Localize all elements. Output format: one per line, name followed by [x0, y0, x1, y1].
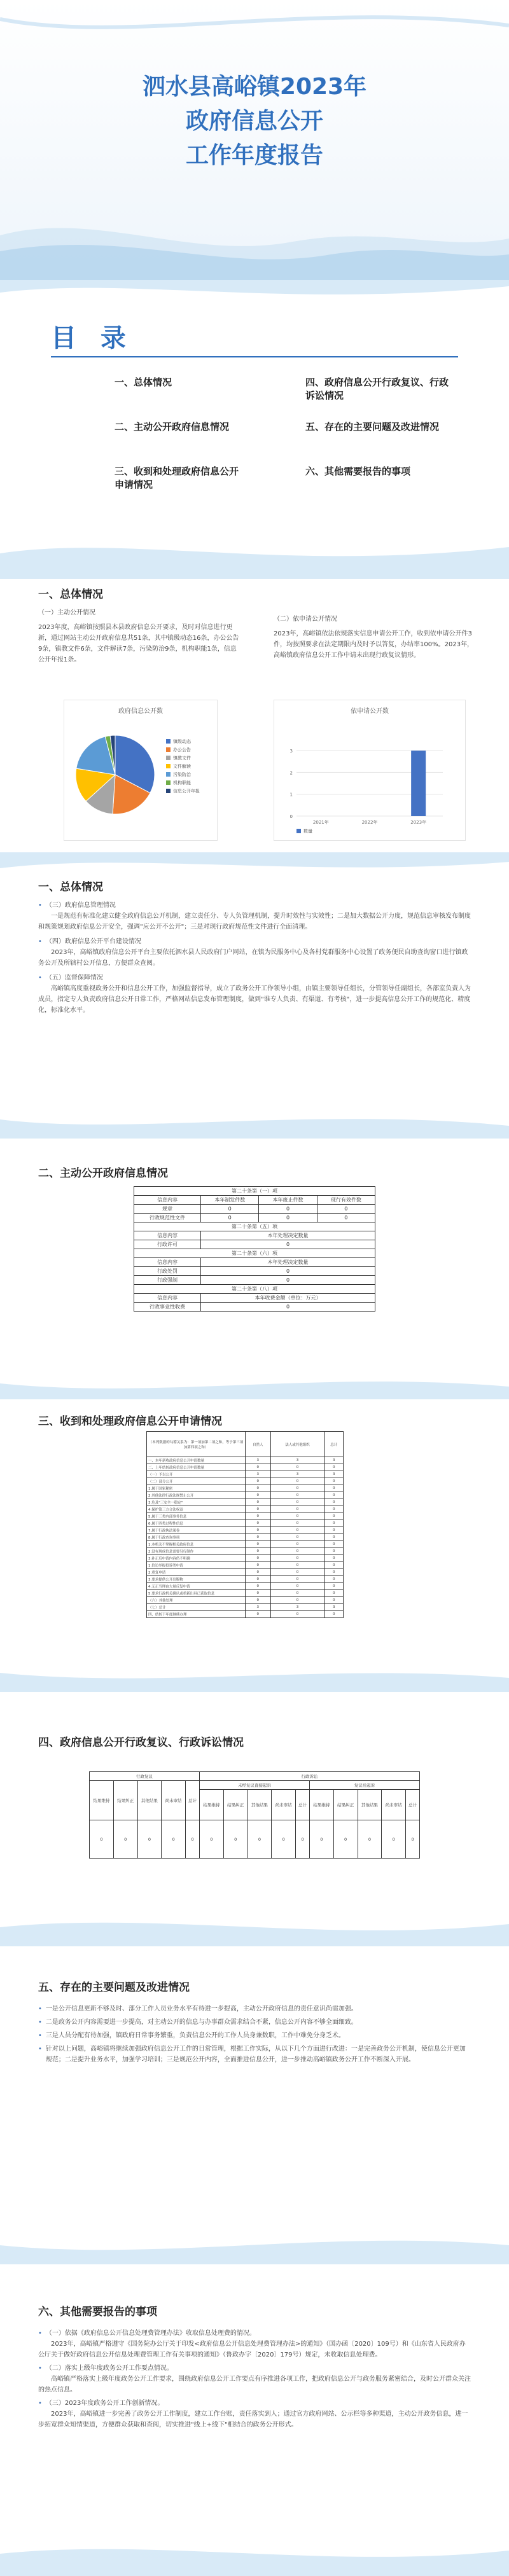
table-cell: 0: [382, 1820, 406, 1859]
table-cell: 0: [324, 1576, 343, 1583]
table-row-label: 3.危及"三安全一稳定": [147, 1499, 246, 1506]
table-row-label: 四、结转下年度继续办理: [147, 1611, 246, 1618]
application-table: [146, 1431, 344, 1618]
pie-chart-title: 政府信息公开数: [118, 708, 163, 715]
table-col-header: 其他结果: [248, 1790, 272, 1820]
section6-body: [38, 2328, 471, 2430]
table-cell: 0: [246, 1513, 271, 1520]
table-row: [147, 1555, 344, 1562]
table-row: [147, 1457, 344, 1464]
table-cell: 0: [259, 1205, 317, 1214]
table-cell: 0: [324, 1499, 343, 1506]
table-cell: 0: [272, 1820, 296, 1859]
table-row-label: 一、本年新收政府信息公开申请数量: [147, 1457, 246, 1464]
table-cell: 3: [270, 1471, 324, 1478]
table-col-header: 结果维持: [90, 1781, 114, 1820]
legend-swatch: [166, 764, 171, 768]
list-item-text: （二）落实上级年度政务公开工作要点情况。: [45, 2365, 173, 2372]
list-item: [38, 2017, 471, 2028]
table-row-label: 1.本机关不掌握相关政府信息: [147, 1541, 246, 1548]
table-cell: 0: [246, 1597, 271, 1604]
list-item-text: 针对以上问题，高峪镇将继续加强政府信息公开工作的日常管理，根据工作实际，从以下几个方面进行改进：一是完善政务公开机制，使信息公开更加规范；二是提升业务水平，加强学习培训；三是规范公开内容，全面推进信息公开，进一步推动高峪镇政务公开工作不断深入开展。: [45, 2046, 466, 2063]
table-header-legal: 法人或其他组织: [270, 1432, 324, 1457]
x-tick-label: 2023年: [410, 820, 427, 825]
table-cell: 0: [270, 1534, 324, 1541]
table-cell: 0: [270, 1513, 324, 1520]
section1b: [0, 852, 509, 1139]
active-disclosure-table: [134, 1186, 375, 1312]
table-col-header: 结果维持: [309, 1790, 333, 1820]
table-cell: 0: [270, 1520, 324, 1527]
table-row-label: 1.属于国家秘密: [147, 1485, 246, 1492]
table-header-left: （本列数据的勾稽关系为：第一项加第二项之和，等于第三项加第四项之和）: [147, 1432, 246, 1457]
table-cell: 0: [270, 1485, 324, 1492]
table-cell: 0: [201, 1214, 259, 1222]
table-cell: 0: [246, 1583, 271, 1590]
table-cell: 规章: [134, 1205, 201, 1214]
section3-heading: 三、收到和处理政府信息公开申请情况: [38, 1415, 222, 1428]
table-row-label: （二）部分公开: [147, 1478, 246, 1485]
table-row-label: 2.没有现成信息需要另行制作: [147, 1548, 246, 1555]
table-col-header: 总计: [406, 1790, 420, 1820]
table-row-label: 6.属于四类过程性信息: [147, 1520, 246, 1527]
cover-title-line1: 泗水县高峪镇2023年: [142, 74, 367, 100]
table-row-label: 3.补正后申请内容仍不明确: [147, 1555, 246, 1562]
section5-heading: 五、存在的主要问题及改进情况: [38, 1981, 190, 1994]
table-cell: 行政规范性文件: [134, 1214, 201, 1222]
section1b-heading: 一、总体情况: [38, 881, 103, 894]
bar-chart-title: 依申请公开数: [351, 708, 389, 715]
table-cell: 0: [270, 1562, 324, 1569]
table-row: [147, 1513, 344, 1520]
table-col-header: 信息内容: [134, 1258, 201, 1267]
item-text: 2023年，高峪镇政府信息公开平台主要依托泗水县人民政府门户网站，在镇为民服务中心及各村党群服务中心设置了政务便民自助查询窗口进行镇政务公开及所辖村公开信息，方便群众查阅。: [38, 949, 468, 967]
table-col-header: 结果纠正: [333, 1790, 358, 1820]
table-row-label: 2.重复申请: [147, 1569, 246, 1576]
table-col-header: 信息内容: [134, 1196, 201, 1205]
y-tick-label: 2: [289, 770, 293, 776]
table-cell: 0: [246, 1520, 271, 1527]
table-group-litigation: 行政诉讼: [199, 1772, 419, 1781]
table-cell: 0: [246, 1541, 271, 1548]
table-col-header: 其他结果: [358, 1790, 382, 1820]
table-cell: 0: [259, 1214, 317, 1222]
table-cell: 0: [246, 1478, 271, 1485]
table-cell: 0: [248, 1820, 272, 1859]
item-sub: （四）政府信息公开平台建设情况: [45, 938, 141, 945]
item-sub: （五）监督保障情况: [45, 974, 103, 981]
table-cell: 0: [324, 1534, 343, 1541]
item-block: [38, 900, 471, 932]
table-cell: 0: [246, 1576, 271, 1583]
table-row: [147, 1541, 344, 1548]
table-cell: 0: [246, 1485, 271, 1492]
list-item-text: 一是公开信息更新不够及时、部分工作人员业务水平有待进一步提高，主动公开政府信息的责任意识尚需加强。: [45, 2005, 358, 2012]
table-cell: 0: [270, 1611, 324, 1618]
bullet-dot: •: [38, 2005, 42, 2012]
table-cell: 0: [333, 1820, 358, 1859]
table-cell: 0: [246, 1534, 271, 1541]
table-row: [147, 1492, 344, 1499]
table-row-label: （一）予以公开: [147, 1471, 246, 1478]
section1-left-sub: （一）主动公开情况: [38, 609, 95, 616]
bar-chart-box: [274, 700, 466, 841]
table-row-label: （七）总计: [147, 1604, 246, 1611]
cover: [0, 0, 509, 280]
table-cell: 0: [186, 1820, 200, 1859]
table-cell: 0: [201, 1240, 375, 1249]
section6-heading: 六、其他需要报告的事项: [38, 2306, 157, 2318]
section2-wave-bottom: [0, 1368, 509, 1399]
legend-label: 数量: [303, 829, 312, 834]
table-cell: 3: [270, 1604, 324, 1611]
list-item: [38, 2328, 471, 2339]
table-col-header: 总计: [186, 1781, 200, 1820]
table-cell: 0: [324, 1464, 343, 1471]
list-item: [38, 2363, 471, 2374]
table-cell: 0: [324, 1492, 343, 1499]
table-cell: 0: [324, 1597, 343, 1604]
table-cell: 0: [270, 1597, 324, 1604]
item-text: 一是规范有标准化建立健全政府信息公开机制，建立责任分、专人负管理机制，提升时效性与实效性；二是加大数据公开力度，规范信息审核发布制度和规策规划政府信息公开安全，强调"应公开不公开"；三是对现行政府规范性文件进行全面清理。: [38, 913, 471, 931]
bullet-dot: •: [38, 902, 42, 909]
table-row: [147, 1534, 344, 1541]
toc-underline: [51, 356, 458, 357]
table-col-header: 本年收费金额（单位：万元）: [201, 1294, 375, 1303]
bullet-dot: •: [38, 2330, 42, 2337]
table-cell: 0: [358, 1820, 382, 1859]
table-cell: 0: [270, 1590, 324, 1597]
section1-right-sub: （二）依申请公开情况: [274, 616, 337, 623]
bullet-dot: •: [38, 2400, 42, 2407]
cover-title: [0, 70, 509, 173]
bar: [411, 751, 426, 816]
table-col-header: 结果维持: [199, 1790, 223, 1820]
legend-swatch: [166, 772, 171, 777]
section5: [0, 1946, 509, 2264]
paragraph: 2023年，高峪镇严格遵守《国务院办公厅关于印发<政府信息公开信息处理费管理办法>的通知》（国办函〔2020〕109号）和《山东省人民政府办公厅关于做好政府信息公开信息处理费管理工作有关事项的通知》（鲁政办字〔2020〕179号）规定，未收取信息处理费。: [38, 2341, 466, 2358]
table-row-label: 1.信访举报投诉类申请: [147, 1562, 246, 1569]
table-cell: 0: [246, 1499, 271, 1506]
table-cell: 0: [246, 1611, 271, 1618]
table-cell: 0: [246, 1569, 271, 1576]
toc-section: [0, 280, 509, 579]
toc-item-5[interactable]: 五、存在的主要问题及改进情况: [305, 421, 440, 433]
section3-wave-bottom: [0, 1660, 509, 1692]
x-tick-label: 2021年: [312, 820, 329, 825]
legend-label: 镇级动态: [173, 739, 191, 744]
table-cell: 0: [201, 1303, 375, 1312]
table-cell: 0: [246, 1548, 271, 1555]
table-cell: 0: [270, 1583, 324, 1590]
section2-heading: 二、主动公开政府信息情况: [38, 1167, 168, 1180]
table-cell: 0: [309, 1820, 333, 1859]
paragraph: 2023年，高峪镇进一步完善了政务公开工作制度，建立工作台账，责任落实到人；通过官方政府网站、公示栏等多种渠道，主动公开政务信息，进一步拓宽群众知情渠道，方便群众获取和查阅，切实推进"线上+线下"相结合的政务公开形式。: [38, 2411, 468, 2428]
section6-wave-bottom: [0, 2531, 509, 2576]
table-row: [147, 1604, 344, 1611]
table-row-label: 8.属于行政查询事项: [147, 1534, 246, 1541]
table-row-label: 4.无正当理由大量反复申请: [147, 1583, 246, 1590]
cover-title-line3: 工作年度报告: [185, 142, 323, 169]
table-cell: 3: [324, 1457, 343, 1464]
bullet-dot: •: [38, 2032, 42, 2039]
table-cell: 0: [324, 1555, 343, 1562]
table-row-label: 3.要求提供公开出版物: [147, 1576, 246, 1583]
toc-item-2[interactable]: 二、主动公开政府信息情况: [115, 421, 230, 433]
table-cell: 0: [324, 1506, 343, 1513]
table-cell: 0: [270, 1527, 324, 1534]
legend-swatch: [166, 747, 171, 752]
table-cell: 0: [246, 1506, 271, 1513]
table-col-header: 信息内容: [134, 1231, 201, 1240]
table-cell: 0: [324, 1541, 343, 1548]
y-tick-label: 0: [289, 814, 293, 819]
table-cell: 0: [246, 1555, 271, 1562]
section1-heading: 一、总体情况: [38, 588, 103, 601]
table-cell: 0: [90, 1820, 114, 1859]
bullet-dot: •: [38, 2019, 42, 2026]
bar-chart: [274, 714, 465, 841]
legend-label: 办公公告: [173, 747, 191, 752]
table-cell: 0: [324, 1562, 343, 1569]
section1b-wave-top: [0, 852, 509, 878]
table-cell: 0: [270, 1499, 324, 1506]
table-cell: 0: [317, 1205, 375, 1214]
table-col-header: 尚未审结: [382, 1790, 406, 1820]
table-row-label: 二、上年结转政府信息公开申请数量: [147, 1464, 246, 1471]
bullet-dot: •: [38, 2365, 42, 2372]
table-col-header: 总计: [296, 1790, 310, 1820]
legend-swatch: [166, 789, 171, 793]
table-cell: 0: [270, 1492, 324, 1499]
pie-chart: [64, 714, 217, 841]
table-row: [147, 1576, 344, 1583]
table-cell: 0: [324, 1548, 343, 1555]
table-col-header: 结果纠正: [223, 1790, 248, 1820]
item-block: [38, 973, 471, 1016]
table-col-header: 尚未审结: [272, 1790, 296, 1820]
bullet-dot: •: [38, 938, 42, 945]
table-cell: 0: [270, 1569, 324, 1576]
table-cell: 行政处罚: [134, 1267, 201, 1276]
table-cell: 3: [246, 1471, 271, 1478]
section5-wave-bottom: [0, 2226, 509, 2264]
table-cell: 行政强制: [134, 1276, 201, 1285]
section4-wave-bottom: [0, 1908, 509, 1946]
table-row: [147, 1583, 344, 1590]
table-row-label: （六）其他处理: [147, 1597, 246, 1604]
section4: [0, 1692, 509, 1946]
legend-label: 文件解读: [173, 764, 191, 769]
table-row: [147, 1520, 344, 1527]
toc-heading: 目 录: [51, 323, 134, 353]
table-cell: 0: [201, 1276, 375, 1285]
table-col-header: 结果纠正: [113, 1781, 137, 1820]
review-litigation-table: [89, 1771, 420, 1859]
table-cell: 3: [324, 1471, 343, 1478]
legend-swatch: [166, 780, 171, 785]
table-row: [147, 1548, 344, 1555]
section1-right-text: 2023年，高峪镇依法依规落实信息申请公开工作，收到依申请公开件3件，均按照要求在法定期限内及时予以答复，办结率100%。2023年，高峪镇政府信息公开工作中请未出现行政复议情形。: [274, 630, 474, 659]
table-header-total: 总计: [324, 1432, 343, 1457]
table-cell: 0: [201, 1205, 259, 1214]
legend-label: 信息公开年报: [173, 789, 200, 794]
item-sub: （三）政府信息管理情况: [45, 902, 116, 909]
table-cell: 0: [270, 1464, 324, 1471]
table-row-label: 5.属于三类内部事务信息: [147, 1513, 246, 1520]
paragraph: 高峪镇严格落实上级年度政务公开工作要求，围绕政府信息公开工作要点有序推进各项工作，把政府信息公开与政务服务紧密结合，及时公开群众关注的热点信息。: [38, 2376, 471, 2393]
table-cell: 0: [406, 1820, 420, 1859]
table-cell: 3: [246, 1457, 271, 1464]
list-item: [38, 2044, 471, 2065]
section3: [0, 1399, 509, 1692]
list-item-text: （三）2023年度政务公开工作创新情况。: [45, 2400, 164, 2407]
table-cell: 3: [324, 1604, 343, 1611]
table-row: [147, 1471, 344, 1478]
list-item-text: 二是政务公开内容需要进一步提高，对主动公开的信息与办事群众需求结合不紧，信息公开内容不够全面细致。: [45, 2019, 358, 2026]
legend-label: 机构职能: [173, 780, 191, 786]
list-item-text: 三是人员分配有待加强，镇政府日常事务繁重，负责信息公开的工作人员身兼数职，工作中难免分身乏术。: [45, 2032, 345, 2039]
toc-item-1[interactable]: 一、总体情况: [115, 377, 172, 388]
table-cell: 0: [246, 1527, 271, 1534]
bullet-dot: •: [38, 974, 42, 981]
table-cell: 0: [246, 1464, 271, 1471]
table-col-header: 本年废止件数: [259, 1196, 317, 1205]
table-cell: 0: [246, 1590, 271, 1597]
table-cell: 0: [270, 1478, 324, 1485]
table-cell: 0: [199, 1820, 223, 1859]
table-row-label: 7.属于行政执法案卷: [147, 1527, 246, 1534]
table-row: [147, 1590, 344, 1597]
section6: [0, 2264, 509, 2576]
table-row: [147, 1464, 344, 1471]
table-row-label: 5.要求行政机关确认或重新出具已获取信息: [147, 1590, 246, 1597]
table-row: [147, 1569, 344, 1576]
table-group-review: 行政复议: [90, 1772, 200, 1781]
table-col-header: 本年制发件数: [201, 1196, 259, 1205]
table-group-after: 复议后起诉: [309, 1781, 419, 1790]
table-cell: 0: [162, 1820, 186, 1859]
item-text: 高峪镇高度重视政务公开和信息公开工作，加强监督指导，成立了政务公开工作领导小组，由镇主要领导任组长，分管领导任副组长，各部室负责人为成员，指定专人负责政府信息公开日常工作，严格网站信息发布管理制度，做到"谁专人负责、有渠道、有考核"，进一步提高信息公开工作的规范化、精度化，标准化水平。: [38, 985, 471, 1014]
cover-title-line2: 政府信息公开: [185, 108, 323, 134]
table-row: [147, 1478, 344, 1485]
table-col-header: 现行有效件数: [317, 1196, 375, 1205]
table-cell: 0: [113, 1820, 137, 1859]
table-row: [147, 1485, 344, 1492]
toc-item-3[interactable]: 三、收到和处理政府信息公开申请情况: [115, 466, 239, 490]
table-col-header: 信息内容: [134, 1294, 201, 1303]
table-header-natural: 自然人: [246, 1432, 271, 1457]
table-cell: 0: [270, 1541, 324, 1548]
table-row-label: 2.其他法律行政法规禁止公开: [147, 1492, 246, 1499]
table-group-direct: 未经复议直接起诉: [199, 1781, 309, 1790]
table-cell: 0: [296, 1820, 310, 1859]
table-cell: 0: [324, 1611, 343, 1618]
list-item-text: （一）依据《政府信息公开信息处理费管理办法》收取信息处理费的情况。: [45, 2330, 256, 2337]
list-item: [38, 2398, 471, 2409]
table-group-header: 第二十条第（八）项: [134, 1285, 375, 1294]
list-item: [38, 2030, 471, 2041]
table-row-label: 4.保护第三方合法权益: [147, 1506, 246, 1513]
table-cell: 0: [324, 1485, 343, 1492]
table-row: [147, 1611, 344, 1618]
table-cell: 0: [201, 1267, 375, 1276]
table-cell: 0: [324, 1478, 343, 1485]
pie-chart-box: [64, 700, 218, 841]
list-item: [38, 2004, 471, 2014]
legend-swatch: [296, 829, 301, 833]
table-col-header: 本年处理决定数量: [201, 1258, 375, 1267]
table-cell: 0: [317, 1214, 375, 1222]
toc-item-6[interactable]: 六、其他需要报告的事项: [305, 466, 411, 477]
section1: [0, 579, 509, 852]
section2: [0, 1139, 509, 1399]
table-cell: 0: [324, 1520, 343, 1527]
bullet-dot: •: [38, 2046, 42, 2053]
table-col-header: 尚未审结: [162, 1781, 186, 1820]
table-cell: 0: [270, 1506, 324, 1513]
table-cell: 行政事业性收费: [134, 1303, 201, 1312]
table-row: [147, 1597, 344, 1604]
table-cell: 0: [246, 1492, 271, 1499]
table-cell: 0: [246, 1562, 271, 1569]
toc-item-4[interactable]: 四、政府信息公开行政复议、行政诉讼情况: [305, 377, 449, 401]
legend-swatch: [166, 756, 171, 760]
section1b-body: [38, 900, 471, 1016]
table-row: [147, 1506, 344, 1513]
table-cell: 0: [324, 1513, 343, 1520]
table-cell: 0: [270, 1576, 324, 1583]
table-cell: 0: [223, 1820, 248, 1859]
section1-left-text: 2023年度，高峪镇按照县本县政府信息公开要求，及时对信息进行更新，通过网站主动公开政府信息共51条，其中镇级动态16条，办公公告9条，镇教文件6条，文件解读7条，污染防治9条，机构职能1条，信息公开年报1条。: [38, 624, 239, 663]
table-cell: 0: [270, 1555, 324, 1562]
table-row: [147, 1527, 344, 1534]
table-row: [147, 1562, 344, 1569]
section5-body: [38, 2004, 471, 2065]
legend-swatch: [166, 739, 171, 744]
table-cell: 3: [270, 1457, 324, 1464]
table-cell: 0: [324, 1527, 343, 1534]
section1b-wave-bottom: [0, 1107, 509, 1139]
section4-heading: 四、政府信息公开行政复议、行政诉讼情况: [38, 1736, 244, 1749]
legend-label: 污染防治: [173, 772, 191, 777]
table-cell: 0: [270, 1548, 324, 1555]
table-col-header: 本年处理决定数量: [201, 1231, 375, 1240]
y-tick-label: 3: [289, 749, 293, 754]
table-group-header: 第二十条第（一）项: [134, 1187, 375, 1196]
table-cell: 0: [324, 1583, 343, 1590]
table-cell: 0: [137, 1820, 162, 1859]
table-cell: 行政许可: [134, 1240, 201, 1249]
table-group-header: 第二十条第（五）项: [134, 1222, 375, 1231]
table-row: [147, 1499, 344, 1506]
item-block: [38, 936, 471, 969]
table-cell: 0: [324, 1569, 343, 1576]
x-tick-label: 2022年: [361, 820, 378, 825]
table-cell: 3: [246, 1604, 271, 1611]
table-col-header: 其他结果: [137, 1781, 162, 1820]
y-tick-label: 1: [289, 792, 293, 798]
table-cell: 0: [324, 1590, 343, 1597]
table-group-header: 第二十条第（六）项: [134, 1249, 375, 1258]
legend-label: 镇教文件: [173, 756, 191, 761]
